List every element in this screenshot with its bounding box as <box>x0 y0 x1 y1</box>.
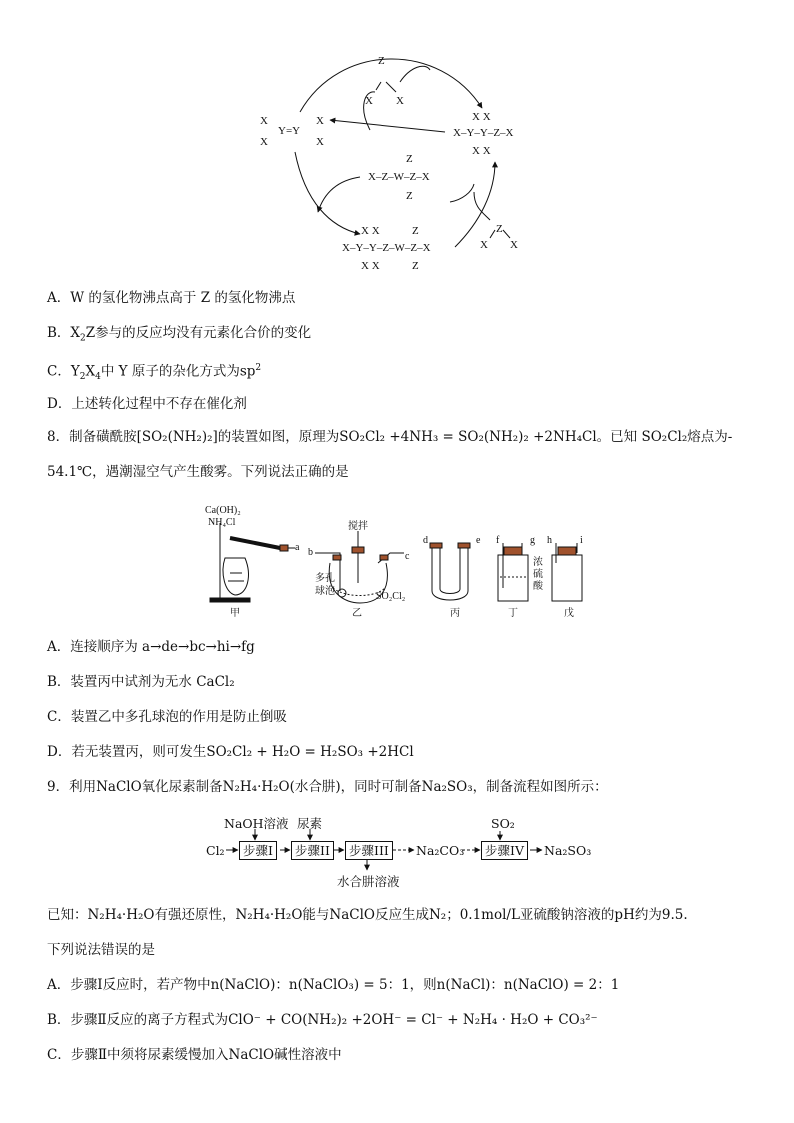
mol-tr-bot: X X <box>472 145 491 157</box>
acid-label-3: 酸 <box>533 581 543 592</box>
port-b: b <box>308 547 313 558</box>
flow-so2: SO₂ <box>491 816 515 831</box>
stir-label: 搅拌 <box>348 521 368 532</box>
flow-step3: 步骤III <box>345 841 393 860</box>
mol-b-row: X–Y–Y–Z–W–Z–X <box>342 242 431 254</box>
mol1-x3: X <box>316 115 324 127</box>
xzx-x1: X <box>365 95 373 107</box>
port-a: a <box>295 542 300 553</box>
label-wu: 戊 <box>564 608 574 619</box>
mol-tr-row: X–Y–Y–Z–X <box>453 127 514 139</box>
q7-option-d: D．上述转化过程中不存在催化剂 <box>47 396 247 412</box>
mol1-x2: X <box>260 136 268 148</box>
flow-step4: 步骤IV <box>481 841 528 860</box>
mol-b-ztop: Z <box>412 225 419 237</box>
q8-option-b: B．装置丙中试剂为无水 CaCl₂ <box>47 674 235 690</box>
xzx-z: Z <box>378 55 385 67</box>
q7-option-a: A．W 的氢化物沸点高于 Z 的氢化物沸点 <box>47 290 296 306</box>
port-e: e <box>476 535 481 546</box>
so2cl2-label: SO₂Cl₂ <box>376 591 406 602</box>
q7-option-c: C．$Y_2X_4$中 Y 原子的杂化方式为$sp^2$ <box>47 363 262 383</box>
q7-option-b: B．$X_2Z$参与的反应均没有元素化合价的变化 <box>47 325 312 344</box>
q8-option-c: C．装置乙中多孔球泡的作用是防止倒吸 <box>47 709 287 725</box>
flow-cl2: Cl₂ <box>206 843 225 858</box>
mol-c-ztop: Z <box>406 153 413 165</box>
port-d: d <box>423 535 428 546</box>
xzx2-z: Z <box>496 223 503 235</box>
reaction-cycle-figure <box>250 52 550 277</box>
mol1-x4: X <box>316 136 324 148</box>
flow-hydrazine: 水合肼溶液 <box>337 874 400 889</box>
flow-na2co3: Na₂CO₃ <box>416 843 465 858</box>
flow-urea: 尿素 <box>297 816 323 831</box>
q9-stem: 9．利用NaClO氧化尿素制备N₂H₄·H₂O(水合肼)，同时可制备Na₂SO₃，制备流程如图所示： <box>47 779 608 795</box>
mol1-yy: Y=Y <box>278 125 301 137</box>
label-yi: 乙 <box>352 608 362 619</box>
porous-label-2: 球泡 <box>315 586 335 597</box>
mol-c-zbot: Z <box>406 190 413 202</box>
port-g: g <box>530 535 535 546</box>
mol-b-bot: X X <box>361 260 380 272</box>
flow-na2so3: Na₂SO₃ <box>544 843 592 858</box>
label-jia: 甲 <box>230 608 240 619</box>
mol-b-zbot: Z <box>412 260 419 272</box>
port-f: f <box>496 535 500 546</box>
acid-label-2: 硫 <box>533 569 543 580</box>
mol-b-top: X X <box>361 225 380 237</box>
mol1-x1: X <box>260 115 268 127</box>
label-bing: 丙 <box>450 608 460 619</box>
flow-step1: 步骤I <box>239 841 277 860</box>
q9-ask: 下列说法错误的是 <box>47 942 155 958</box>
xzx-x2: X <box>396 95 404 107</box>
xzx2-x2: X <box>510 239 518 251</box>
flow-step2: 步骤II <box>291 841 334 860</box>
flow-arrows <box>200 812 600 892</box>
port-c: c <box>405 551 410 562</box>
q9-option-a: A．步骤I反应时，若产物中n(NaClO)：n(NaClO₃) = 5：1，则n(NaCl)：n(NaClO) = 2：1 <box>47 977 620 993</box>
q8-option-d: D．若无装置丙，则可发生SO₂Cl₂ + H₂O = H₂SO₃ +2HCl <box>47 744 414 760</box>
q9-option-c: C．步骤Ⅱ中须将尿素缓慢加入NaClO碱性溶液中 <box>47 1047 342 1063</box>
label-ding: 丁 <box>508 608 518 619</box>
q8-option-a: A．连接顺序为 a→de→bc→hi→fg <box>47 639 255 655</box>
reagent-nh4cl: NH₄Cl <box>208 517 236 528</box>
mol-c-row: X–Z–W–Z–X <box>368 171 430 183</box>
porous-label-1: 多孔 <box>315 573 335 584</box>
apparatus-figure <box>200 503 600 621</box>
reagent-caoh2: Ca(OH)₂ <box>205 505 241 516</box>
q8-stem-line2: 54.1℃，遇潮湿空气产生酸雾。下列说法正确的是 <box>47 464 349 480</box>
port-h: h <box>547 535 552 546</box>
xzx2-x1: X <box>480 239 488 251</box>
q8-stem-line1: 8．制备磺酰胺[SO₂(NH₂)₂]的装置如图，原理为SO₂Cl₂ +4NH₃ = SO₂(NH₂)₂ +2NH₄Cl。已知 SO₂Cl₂熔点为- <box>47 429 733 445</box>
flow-naoh: NaOH溶液 <box>224 816 289 831</box>
port-i: i <box>580 535 583 546</box>
q9-option-b: B．步骤Ⅱ反应的离子方程式为ClO⁻ + CO(NH₂)₂ +2OH⁻ = Cl⁻ + N₂H₄ · H₂O + CO₃²⁻ <box>47 1012 598 1028</box>
q9-known: 已知：N₂H₄·H₂O有强还原性，N₂H₄·H₂O能与NaClO反应生成N₂；0.1mol/L亚硫酸钠溶液的pH约为9.5. <box>47 907 688 923</box>
acid-label-1: 浓 <box>533 557 543 568</box>
mol-tr-top: X X <box>472 111 491 123</box>
process-flow <box>200 812 600 892</box>
